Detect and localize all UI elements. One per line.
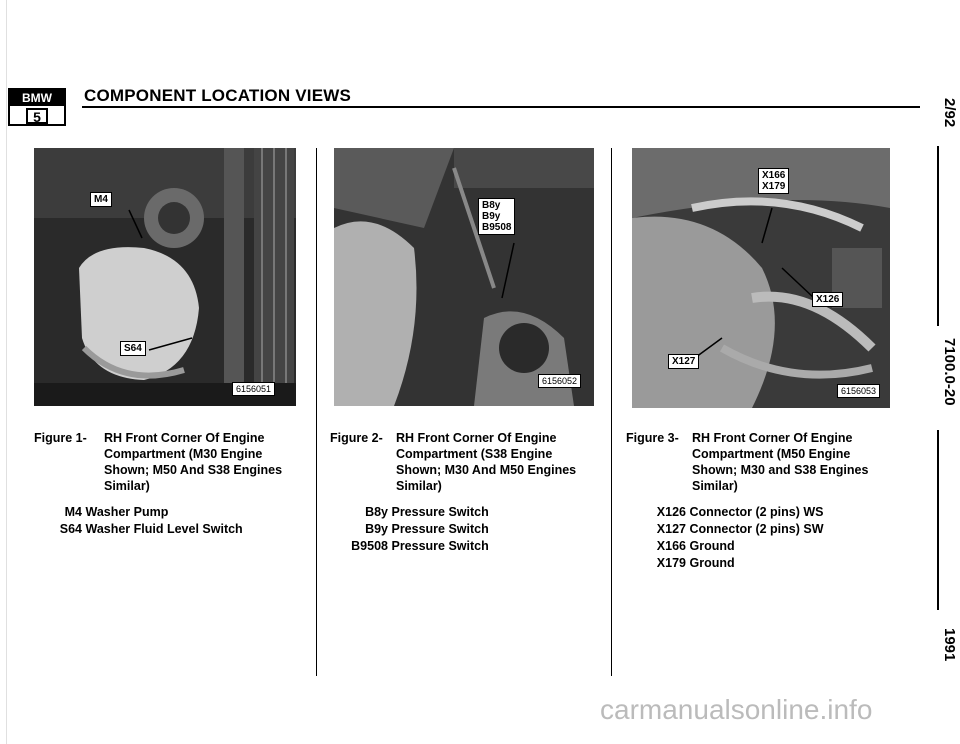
legend-item — [52, 521, 312, 538]
legend-code: X127 — [656, 522, 686, 536]
margin-line-1 — [937, 146, 939, 326]
figure-1-photo-number: 6156051 — [232, 382, 275, 396]
legend-desc: Pressure Switch — [391, 522, 489, 536]
figure-3-legend — [650, 504, 916, 572]
figure-3-caption-line: Similar) — [692, 479, 738, 493]
figure-2-callout-b8y-b9y-b9508: B8y B9y B9508 — [478, 198, 515, 235]
figure-1-caption — [34, 430, 314, 494]
figure-3-caption — [626, 430, 916, 494]
figure-3-callout-x126: X126 — [812, 292, 843, 307]
figure-3-caption-line: Shown; M30 and S38 Engines — [692, 463, 869, 477]
legend-desc: Washer Fluid Level Switch — [85, 522, 243, 536]
right-margin — [918, 80, 958, 680]
figure-2-label: Figure 2- — [330, 431, 383, 445]
figure-3-callout-x127: X127 — [668, 354, 699, 369]
logo-bmw-text: BMW — [10, 90, 64, 106]
figure-2-caption-line: Similar) — [396, 479, 442, 493]
figure-1-callout-s64: S64 — [120, 341, 146, 356]
legend-code: S64 — [59, 522, 82, 536]
figure-3-caption-line: Compartment (M50 Engine — [692, 447, 851, 461]
legend-desc: Ground — [689, 539, 735, 553]
legend-code: X179 — [656, 556, 686, 570]
figure-2-caption-line: RH Front Corner Of Engine — [396, 431, 557, 445]
legend-desc: Pressure Switch — [391, 505, 489, 519]
legend-item — [336, 538, 606, 555]
figure-1-label: Figure 1- — [34, 431, 87, 445]
column-divider-1 — [316, 148, 317, 676]
legend-code: B9508 — [351, 539, 388, 553]
margin-line-2 — [937, 430, 939, 610]
legend-item — [336, 521, 606, 538]
legend-item — [650, 538, 916, 555]
logo-series-number: 5 — [26, 108, 48, 124]
figure-3-callout-x166-x179: X166 X179 — [758, 168, 789, 194]
figure-3-photo-number: 6156053 — [837, 384, 880, 398]
legend-desc: Pressure Switch — [391, 539, 489, 553]
figure-1-caption-line: RH Front Corner Of Engine — [104, 431, 265, 445]
figure-3-caption-line: RH Front Corner Of Engine — [692, 431, 853, 445]
figure-2-legend — [336, 504, 606, 555]
legend-code: B8y — [365, 505, 388, 519]
page-title: COMPONENT LOCATION VIEWS — [84, 86, 352, 105]
legend-item — [52, 504, 312, 521]
scan-edge — [6, 0, 7, 744]
legend-item — [336, 504, 606, 521]
site-watermark: carmanualsonline.info — [600, 694, 873, 725]
legend-item — [650, 521, 916, 538]
legend-desc: Ground — [689, 556, 735, 570]
figure-2-caption-line: Compartment (S38 Engine — [396, 447, 553, 461]
legend-code: X126 — [656, 505, 686, 519]
legend-code: M4 — [64, 505, 82, 519]
title-rule — [82, 106, 920, 108]
legend-item — [650, 555, 916, 572]
figure-1-callout-m4: M4 — [90, 192, 112, 207]
legend-desc: Connector (2 pins) SW — [689, 522, 824, 536]
figure-2-caption-line: Shown; M30 And M50 Engines — [396, 463, 577, 477]
legend-desc: Washer Pump — [85, 505, 169, 519]
legend-item — [650, 504, 916, 521]
figure-3-photo — [632, 148, 890, 408]
figure-2-photo — [334, 148, 594, 406]
column-divider-2 — [611, 148, 612, 676]
figure-1-legend — [52, 504, 312, 538]
figure-1-caption-line: Similar) — [104, 479, 150, 493]
figure-1-caption-line: Shown; M50 And S38 Engines — [104, 463, 283, 477]
figure-3-label: Figure 3- — [626, 431, 679, 445]
figure-2-caption — [330, 430, 610, 494]
legend-desc: Connector (2 pins) WS — [689, 505, 824, 519]
margin-doc-number: 7100.0-20 — [941, 338, 958, 406]
figure-1-photo — [34, 148, 296, 406]
margin-year: 1991 — [941, 628, 958, 662]
figure-2-photo-number: 6156052 — [538, 374, 581, 388]
margin-date: 2/92 — [941, 98, 958, 128]
bmw-5-series-logo — [8, 88, 66, 126]
figure-1-caption-line: Compartment (M30 Engine — [104, 447, 263, 461]
legend-code: B9y — [365, 522, 388, 536]
legend-code: X166 — [656, 539, 686, 553]
